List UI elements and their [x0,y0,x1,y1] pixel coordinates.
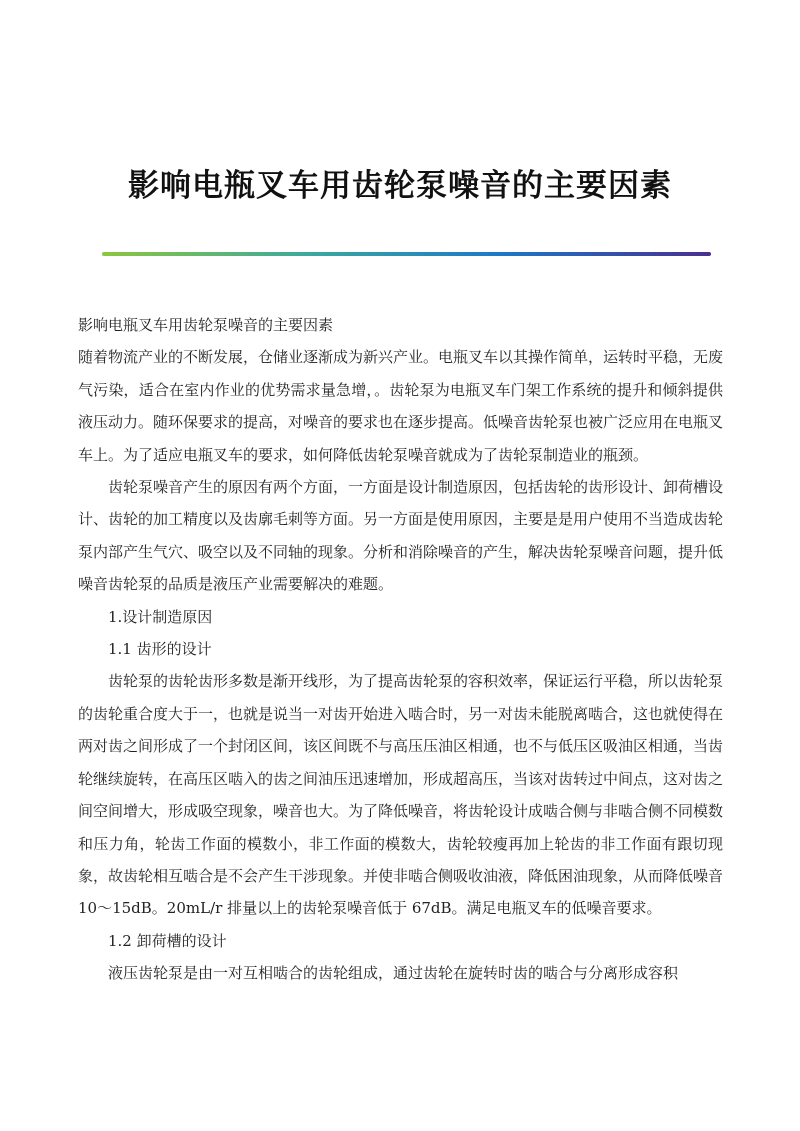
subsection-heading-tooth-profile: 1.1 齿形的设计 [108,640,212,659]
paragraph-tooth-profile: 齿轮泵的齿轮齿形多数是渐开线形，为了提高齿轮泵的容积效率，保证运行平稳，所以齿轮泵的齿轮重合度大于一，也就是说当一对齿开始进入啮合时，另一对齿未能脱离啮合，这也就使得在两对齿之间形成了一个封闭区间，该区间既不与高压压油区相通，也不与低压区吸油区相通，当齿轮继续旋转，在高压区啮入的齿之间油压迅速增加，形成超高压，当该对齿转过中间点，这对齿之间空间增大，形成吸空现象，噪音也大。为了降低噪音，将齿轮设计成啮合侧与非啮合侧不同模数和压力角，轮齿工作面的模数小，非工作面的模数大，齿轮较瘦再加上轮齿的非工作面有跟切现象，故齿轮相互啮合是不会产生干涉现象。并使非啮合侧吸收油液，降低困油现象，从而降低噪音 10～15dB。20mL/r 排量以上的齿轮泵噪音低于 67dB。满足电瓶叉车的低噪音要求。 [78,672,724,918]
paragraph-causes: 齿轮泵噪音产生的原因有两个方面，一方面是设计制造原因，包括齿轮的齿形设计、卸荷槽设计、齿轮的加工精度以及齿廓毛刺等方面。另一方面是使用原因，主要是是用户使用不当造成齿轮泵内部产生气穴、吸空以及不同轴的现象。分析和消除噪音的产生，解决齿轮泵噪音问题，提升低噪音齿轮泵的品质是液压产业需要解决的难题。 [78,478,724,594]
paragraph-heading: 影响电瓶叉车用齿轮泵噪音的主要因素 [78,316,334,334]
document-body [78,309,723,990]
subsection-heading-relief-groove: 1.2 卸荷槽的设计 [108,931,227,950]
document-title: 影响电瓶叉车用齿轮泵噪音的主要因素 [128,168,672,204]
title-divider [102,252,711,256]
paragraph-relief-groove: 液压齿轮泵是由一对互相啮合的齿轮组成，通过齿轮在旋转时齿的啮合与分离形成容积 [108,964,679,983]
section-heading-design: 1.设计制造原因 [108,607,213,626]
paragraph-intro: 随着物流产业的不断发展，仓储业逐渐成为新兴产业。电瓶叉车以其操作简单，运转时平稳，无废气污染，适合在室内作业的优势需求量急增，。齿轮泵为电瓶叉车门架工作系统的提升和倾斜提供液压动力。随环保要求的提高，对噪音的要求也在逐步提高。低噪音齿轮泵也被广泛应用在电瓶叉车上。为了适应电瓶叉车的要求，如何降低齿轮泵噪音就成为了齿轮泵制造业的瓶颈。 [78,348,724,464]
